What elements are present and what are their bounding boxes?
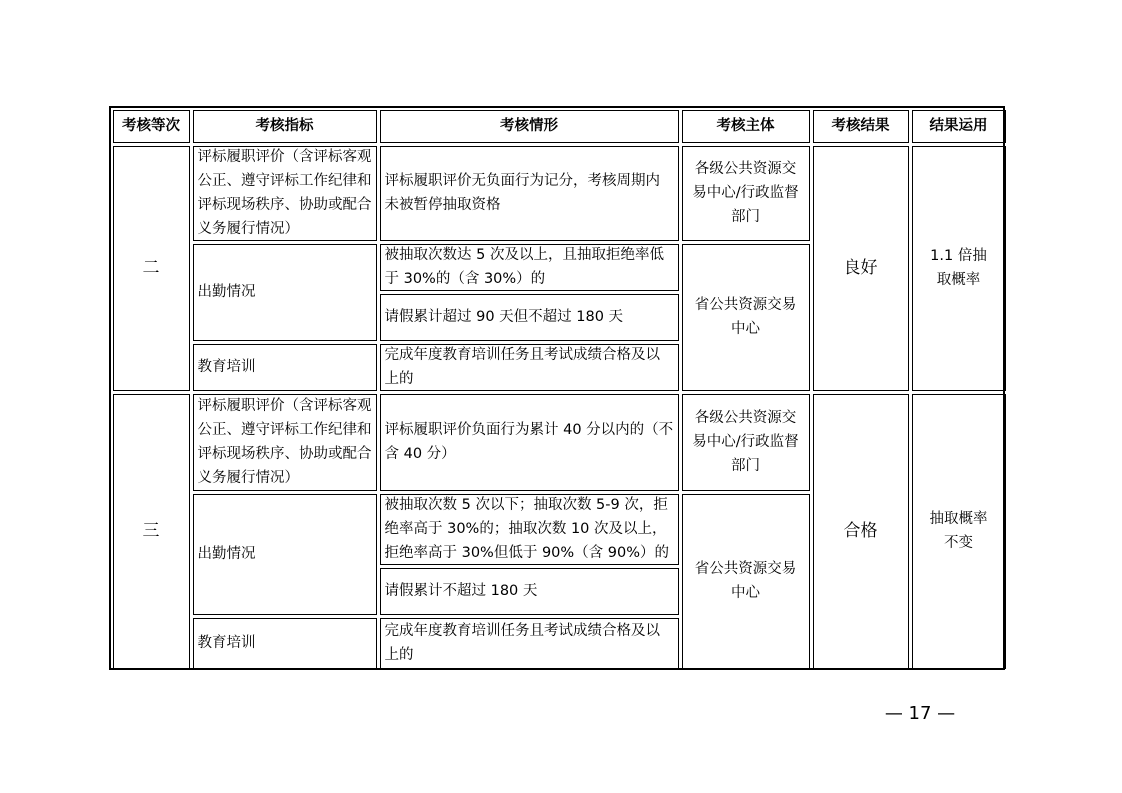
- header-grade: 考核等次: [113, 110, 190, 143]
- tier3-situation-attendance-2: 请假累计不超过 180 天: [380, 568, 679, 615]
- tier2-result: 良好: [813, 146, 909, 391]
- tier3-usage: 抽取概率不变: [912, 394, 1006, 669]
- tier3-situation-eval: 评标履职评价负面行为累计 40 分以内的（不含 40 分）: [380, 394, 679, 491]
- tier2-body-eval: 各级公共资源交易中心/行政监督部门: [682, 146, 810, 241]
- header-indicator: 考核指标: [193, 110, 377, 143]
- header-situation: 考核情形: [380, 110, 679, 143]
- tier3-indicator-attendance: 出勤情况: [193, 494, 377, 615]
- tier2-situation-attendance-1: 被抽取次数达 5 次及以上，且抽取拒绝率低于 30%的（含 30%）的: [380, 244, 679, 291]
- tier2-situation-attendance-2: 请假累计超过 90 天但不超过 180 天: [380, 294, 679, 341]
- assessment-table: [109, 106, 1005, 670]
- tier2-grade: 二: [113, 146, 190, 391]
- tier3-situation-attendance-1: 被抽取次数 5 次以下；抽取次数 5-9 次，拒绝率高于 30%的；抽取次数 10 次及以上，拒绝率高于 30%但低于 90%（含 90%）的: [380, 494, 679, 565]
- header-result: 考核结果: [813, 110, 909, 143]
- tier3-result: 合格: [813, 394, 909, 669]
- header-body: 考核主体: [682, 110, 810, 143]
- tier2-indicator-eval: 评标履职评价（含评标客观公正、遵守评标工作纪律和评标现场秩序、协助或配合义务履行情况）: [193, 146, 377, 241]
- tier2-indicator-training: 教育培训: [193, 344, 377, 391]
- tier3-body-eval: 各级公共资源交易中心/行政监督部门: [682, 394, 810, 491]
- page-number: — 17 —: [884, 703, 956, 724]
- tier2-situation-eval: 评标履职评价无负面行为记分，考核周期内未被暂停抽取资格: [380, 146, 679, 241]
- tier3-grade: 三: [113, 394, 190, 669]
- tier3-body-provincial: 省公共资源交易中心: [682, 494, 810, 669]
- tier2-situation-training: 完成年度教育培训任务且考试成绩合格及以上的: [380, 344, 679, 391]
- header-usage: 结果运用: [912, 110, 1006, 143]
- tier3-indicator-training: 教育培训: [193, 618, 377, 669]
- tier3-indicator-eval: 评标履职评价（含评标客观公正、遵守评标工作纪律和评标现场秩序、协助或配合义务履行情况）: [193, 394, 377, 491]
- tier2-indicator-attendance: 出勤情况: [193, 244, 377, 341]
- tier2-usage: 1.1 倍抽取概率: [912, 146, 1006, 391]
- tier3-situation-training: 完成年度教育培训任务且考试成绩合格及以上的: [380, 618, 679, 669]
- tier2-body-provincial: 省公共资源交易中心: [682, 244, 810, 391]
